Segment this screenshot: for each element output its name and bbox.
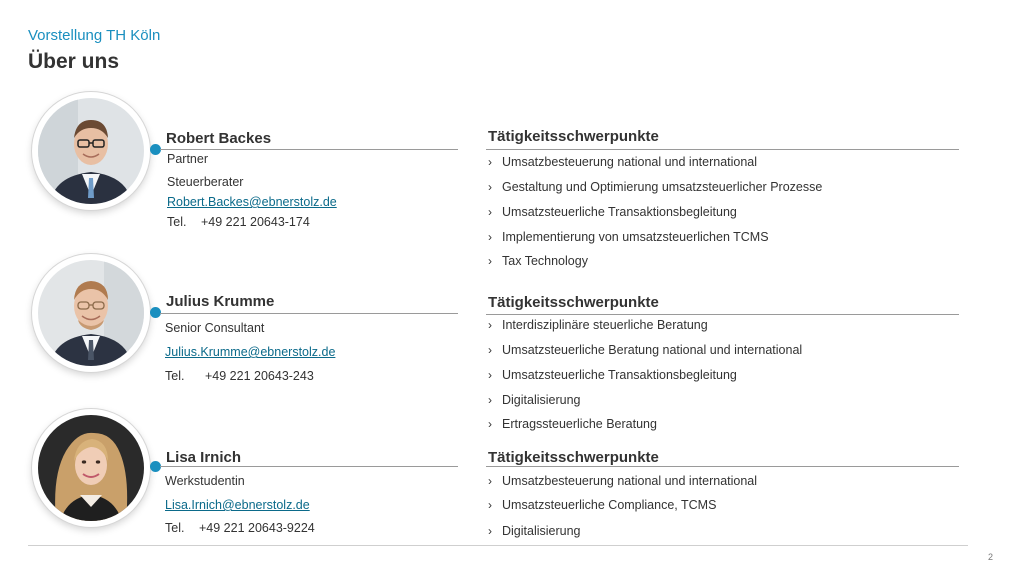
- chevron-right-icon: ›: [488, 417, 492, 431]
- tel-label: Tel.: [165, 369, 185, 383]
- divider: [486, 466, 959, 467]
- list-item-text: Digitalisierung: [502, 524, 581, 538]
- phone-row: [165, 521, 315, 535]
- list-item-text: Umsatzbesteuerung national und international: [502, 474, 758, 488]
- list-item: [488, 343, 802, 357]
- list-item: [488, 368, 737, 382]
- email-row: [167, 195, 337, 209]
- list-item-text: Interdisziplinäre steuerliche Beratung: [502, 318, 708, 332]
- list-item: [488, 205, 737, 219]
- chevron-right-icon: ›: [488, 524, 492, 538]
- page-number: 2: [988, 552, 994, 562]
- person-name: Lisa Irnich: [166, 449, 242, 466]
- chevron-right-icon: ›: [488, 254, 492, 268]
- portrait-photo: [38, 98, 144, 204]
- phone-row: [167, 215, 310, 229]
- list-item-text: Implementierung von umsatzsteuerlichen TCMS: [502, 230, 769, 244]
- list-item-text: Tax Technology: [502, 254, 588, 268]
- divider: [486, 314, 959, 315]
- divider: [160, 313, 458, 314]
- chevron-right-icon: ›: [488, 155, 492, 169]
- person-name: Robert Backes: [166, 130, 272, 147]
- section-title: Tätigkeitsschwerpunkte: [488, 128, 659, 145]
- chevron-right-icon: ›: [488, 393, 492, 407]
- tel-label: Tel.: [167, 215, 187, 229]
- list-item: [488, 417, 657, 431]
- tel-label: Tel.: [165, 521, 185, 535]
- chevron-right-icon: ›: [488, 343, 492, 357]
- list-item-text: Digitalisierung: [502, 393, 581, 407]
- chevron-right-icon: ›: [488, 180, 492, 194]
- phone-row: [165, 369, 314, 383]
- email-row: [165, 345, 335, 359]
- page-title: Über uns: [28, 50, 120, 73]
- phone-number: +49 221 20643-174: [201, 215, 310, 229]
- chevron-right-icon: ›: [488, 474, 492, 488]
- email-row: [165, 498, 310, 512]
- person-role: Werkstudentin: [165, 474, 245, 488]
- person-name: Julius Krumme: [166, 293, 275, 310]
- list-item: [488, 254, 588, 268]
- avatar: [32, 92, 150, 210]
- avatar: [32, 254, 150, 372]
- list-item-text: Umsatzsteuerliche Compliance, TCMS: [502, 498, 717, 512]
- list-item: [488, 180, 822, 194]
- divider: [160, 149, 458, 150]
- list-item: [488, 318, 708, 332]
- list-item-text: Ertragssteuerliche Beratung: [502, 417, 657, 431]
- person-role: Steuerberater: [167, 175, 244, 189]
- list-item-text: Umsatzsteuerliche Transaktionsbegleitung: [502, 368, 737, 382]
- divider: [486, 149, 959, 150]
- section-title: Tätigkeitsschwerpunkte: [488, 294, 659, 311]
- list-item-text: Umsatzbesteuerung national und international: [502, 155, 758, 169]
- email-link[interactable]: Julius.Krumme@ebnerstolz.de: [165, 345, 336, 359]
- phone-number: +49 221 20643-9224: [199, 521, 315, 535]
- footer-divider: [28, 545, 968, 546]
- section-title: Tätigkeitsschwerpunkte: [488, 449, 659, 466]
- list-item-text: Umsatzsteuerliche Beratung national und international: [502, 343, 803, 357]
- email-link[interactable]: Robert.Backes@ebnerstolz.de: [167, 195, 337, 209]
- chevron-right-icon: ›: [488, 205, 492, 219]
- person-role: Partner: [167, 152, 208, 166]
- list-item-text: Gestaltung und Optimierung umsatzsteuerlicher Prozesse: [502, 180, 823, 194]
- list-item: [488, 524, 581, 538]
- list-item: [488, 393, 581, 407]
- avatar: [32, 409, 150, 527]
- portrait-photo: [38, 260, 144, 366]
- chevron-right-icon: ›: [488, 318, 492, 332]
- divider: [160, 466, 458, 467]
- phone-number: +49 221 20643-243: [205, 369, 314, 383]
- email-link[interactable]: Lisa.Irnich@ebnerstolz.de: [165, 498, 310, 512]
- portrait-photo: [38, 415, 144, 521]
- person-role: Senior Consultant: [165, 321, 265, 335]
- list-item: [488, 230, 769, 244]
- chevron-right-icon: ›: [488, 230, 492, 244]
- list-item: [488, 155, 757, 169]
- list-item: [488, 474, 757, 488]
- list-item-text: Umsatzsteuerliche Transaktionsbegleitung: [502, 205, 737, 219]
- chevron-right-icon: ›: [488, 498, 492, 512]
- chevron-right-icon: ›: [488, 368, 492, 382]
- list-item: [488, 498, 716, 512]
- slide-supertitle: Vorstellung TH Köln: [28, 27, 161, 44]
